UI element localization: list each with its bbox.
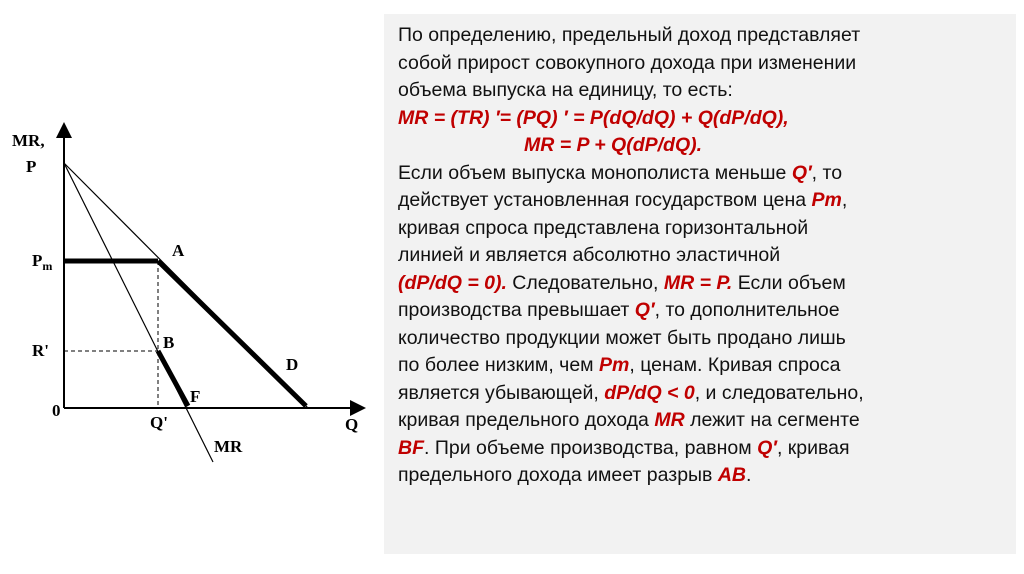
explanation-text-box bbox=[384, 14, 1016, 554]
mr-line bbox=[64, 163, 213, 462]
formula-line-2: MR = P + Q(dP/dQ). bbox=[524, 134, 703, 156]
ad-demand-segment bbox=[158, 261, 306, 406]
mr-curve-label: MR bbox=[214, 437, 243, 456]
text-line: По определению, предельный доход представляет bbox=[398, 24, 861, 46]
pm-subscript: m bbox=[42, 259, 53, 273]
point-f-label: F bbox=[190, 387, 201, 406]
bf-mr-segment bbox=[158, 351, 188, 406]
text-line: (dP/dQ = 0). Следовательно, MR = P. Если объем bbox=[398, 271, 846, 294]
q-axis-label: Q bbox=[345, 415, 359, 434]
text-line: является убывающей, dP/dQ < 0, и следовательно, bbox=[398, 381, 864, 404]
formula-line-1: MR = (TR) ′= (PQ) ′ = P(dQ/dQ) + Q(dP/dQ), bbox=[398, 106, 789, 129]
point-b-label: B bbox=[163, 333, 175, 352]
text-line: действует установленная государством цена Pm, bbox=[398, 189, 848, 211]
y-axis-label-p: P bbox=[26, 157, 37, 176]
q-prime-label: Q' bbox=[150, 413, 168, 432]
monopoly-diagram bbox=[0, 100, 380, 470]
text-line: производства превышает Q′, то дополнительное bbox=[398, 299, 840, 321]
r-prime-label: R' bbox=[32, 341, 49, 360]
text-line: Если объем выпуска монополиста меньше Q′, то bbox=[398, 161, 843, 184]
text-line: объема выпуска на единицу, то есть: bbox=[398, 79, 733, 101]
text-line: собой прирост совокупного дохода при изменении bbox=[398, 51, 857, 74]
text-line: предельного дохода имеет разрыв AB. bbox=[398, 464, 752, 486]
pm-label: $P_m$ bbox=[32, 251, 53, 273]
text-line: кривая предельного дохода MR лежит на сегменте bbox=[398, 409, 860, 431]
origin-label: 0 bbox=[52, 401, 61, 420]
text-line: линией и является абсолютно эластичной bbox=[398, 244, 781, 266]
y-axis-label-mr: MR, bbox=[12, 131, 45, 150]
point-a-label: A bbox=[172, 241, 185, 260]
text-line: по более низким, чем Pm, ценам. Кривая спроса bbox=[398, 354, 841, 376]
text-line: кривая спроса представлена горизонтальной bbox=[398, 216, 809, 239]
text-line: BF. При объеме производства, равном Q′, кривая bbox=[398, 436, 850, 459]
point-d-label: D bbox=[286, 355, 299, 374]
text-line: количество продукции может быть продано лишь bbox=[398, 326, 846, 349]
